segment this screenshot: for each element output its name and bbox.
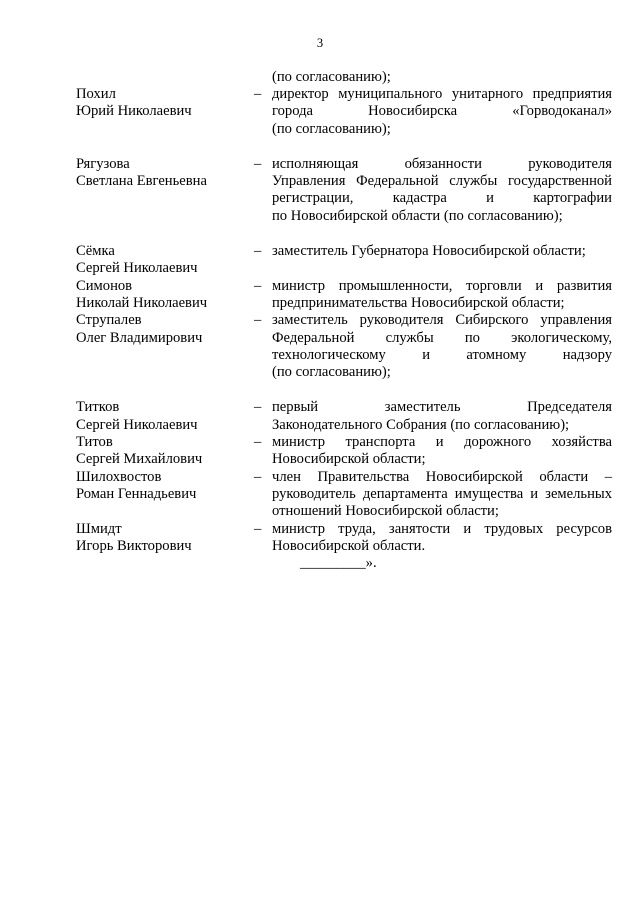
member-given-names: Светлана Евгеньевна [76,173,207,190]
role-line: министр труда, занятости и трудовых ресурсов [272,520,612,537]
role-line: член Правительства Новосибирской области – [272,468,612,485]
role-line: министр промышленности, торговли и развития [272,277,612,294]
page-number: 3 [316,36,324,50]
dash-separator: – [254,520,262,537]
role-line: Новосибирской области. [272,537,426,554]
list-item [76,278,616,313]
member-role [272,156,612,225]
list-item [76,469,616,521]
list-item [76,312,616,381]
member-role [272,278,612,313]
member-surname: Титков [76,399,120,416]
dash-separator: – [254,277,262,294]
dash-separator: – [254,468,262,485]
member-surname: Похил [76,86,116,102]
member-role [272,521,612,556]
member-surname: Сёмка [76,243,115,260]
role-line: (по согласованию); [272,364,391,381]
list-item [76,521,616,556]
role-line: министр транспорта и дорожного хозяйства [272,434,612,451]
member-surname: Титов [76,434,113,451]
list-item [76,243,616,278]
dash-separator: – [254,434,262,451]
role-line: технологическому и атомному надзору [272,346,612,363]
member-name [76,86,254,138]
role-line: первый заместитель Председателя [272,399,612,416]
member-given-names: Сергей Николаевич [76,260,198,277]
role-line: руководитель департамента имущества и земельных [272,485,612,502]
list-item [76,399,616,434]
role-line: города Новосибирска «Горводоканал» [272,103,612,120]
member-role [272,399,612,434]
member-name [76,399,254,434]
member-given-names: Олег Владимирович [76,329,203,346]
member-name [76,156,254,225]
role-line: по Новосибирской области (по согласованию); [272,207,563,224]
role-line: заместитель Губернатора Новосибирской области; [272,243,586,260]
member-given-names: Игорь Викторович [76,537,192,554]
member-name [76,434,254,469]
role-line: (по согласованию); [272,120,391,137]
member-name [76,469,254,521]
role-line: директор муниципального унитарного предприятия [272,86,612,102]
dash-separator: – [254,86,262,102]
role-line: отношений Новосибирской области; [272,503,499,520]
role-line: Новосибирской области; [272,451,426,468]
member-name [76,278,254,313]
member-given-names: Юрий Николаевич [76,103,192,120]
member-surname: Струпалев [76,312,142,329]
dash-separator: – [254,155,262,172]
list-item [76,86,616,138]
role-line: Федеральной службы по экологическому, [272,329,612,346]
member-given-names: Сергей Николаевич [76,416,198,433]
role-line: Законодательного Собрания (по согласованию); [272,416,570,433]
continued-role-text: (по согласованию); [272,69,391,85]
dash-separator: – [254,312,262,329]
member-surname: Шилохвостов [76,468,162,485]
member-name [76,243,254,278]
member-role [272,86,612,138]
role-line: регистрации, кадастра и картографии [272,190,612,207]
member-name [76,312,254,381]
member-role [272,469,612,521]
closing-mark: _________». [300,555,377,571]
member-list [76,86,616,555]
dash-separator: – [254,243,262,260]
member-role [272,243,612,278]
role-line: заместитель руководителя Сибирского управления [272,312,612,329]
member-surname: Шмидт [76,520,122,537]
member-role [272,434,612,469]
list-item [76,156,616,225]
role-line: Управления Федеральной службы государственной [272,173,612,190]
dash-separator: – [254,399,262,416]
member-surname: Симонов [76,277,133,294]
member-given-names: Николай Николаевич [76,294,208,311]
member-name [76,521,254,556]
role-line: исполняющая обязанности руководителя [272,155,612,172]
member-role [272,312,612,381]
member-given-names: Сергей Михайлович [76,451,203,468]
member-given-names: Роман Геннадьевич [76,485,197,502]
role-line: предпринимательства Новосибирской области; [272,294,565,311]
list-item [76,434,616,469]
member-surname: Рягузова [76,155,130,172]
